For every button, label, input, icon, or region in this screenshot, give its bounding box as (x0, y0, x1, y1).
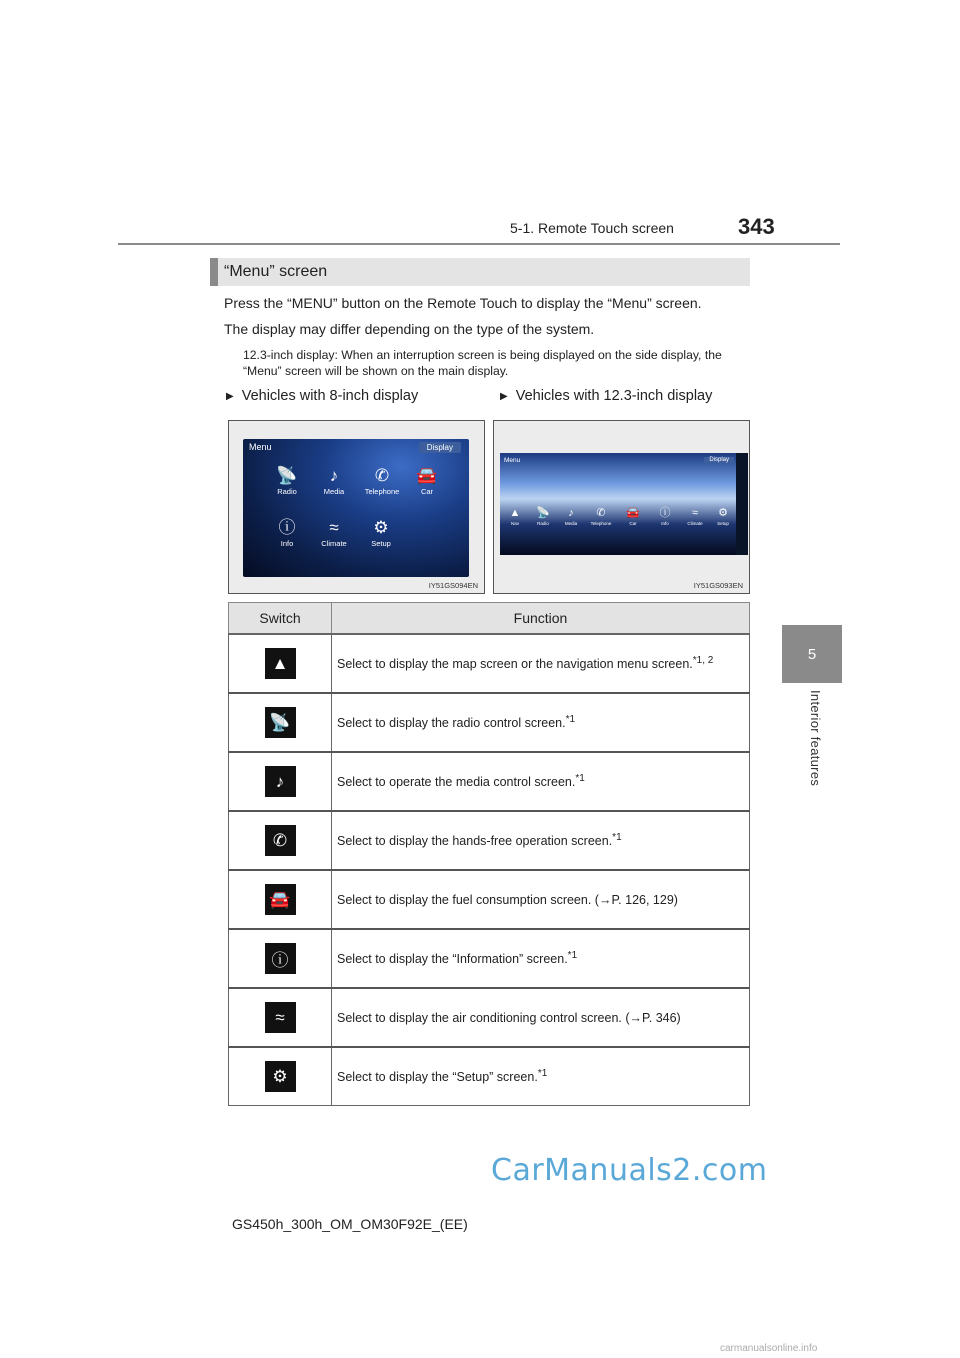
nav-tile: ▲ Nav (504, 505, 526, 526)
radio-tower-icon: 📡 (536, 507, 550, 519)
climate-icon: ≈ (691, 507, 699, 519)
climate-icon: ≈ (329, 518, 339, 537)
climate-tile: ≈ Climate (313, 517, 355, 548)
car-icon: 🚘 (416, 466, 438, 485)
telephone-tile: ✆ Telephone (358, 465, 406, 496)
info-tile: ⓘ Info (269, 517, 305, 548)
table-row (229, 929, 750, 988)
telephone-icon: ✆ (596, 507, 606, 519)
switch-function-table (228, 602, 750, 1106)
setup-tile: ⚙ Setup (712, 505, 734, 526)
footnote-ref: *1 (567, 950, 578, 962)
side-icon-strip (736, 453, 748, 555)
image-code: IY51GS094EN (428, 581, 478, 590)
car-icon: 🚘 (265, 884, 296, 915)
function-text: Select to display the fuel consumption screen. (→P. 126, 129) (337, 893, 678, 908)
image-code: IY51GS093EN (693, 581, 743, 590)
setup-tile: ⚙ Setup (361, 517, 401, 548)
watermark-logo: CarManuals2.com (491, 1153, 768, 1188)
table-row (229, 693, 750, 752)
navigation-icon: ▲ (265, 648, 296, 679)
variant-8inch-label: Vehicles with 8-inch display (241, 388, 419, 404)
variant-12inch (500, 388, 712, 404)
function-text: Select to display the radio control screen. (337, 716, 566, 731)
radio-tile: 📡 Radio (532, 505, 554, 526)
chapter-tab: 5 (782, 625, 842, 683)
footnote-ref: *1 (575, 773, 585, 785)
table-row (229, 752, 750, 811)
telephone-icon: ✆ (265, 825, 296, 856)
chapter-label: Interior features (808, 690, 823, 787)
triangle-bullet-icon: ▶ (226, 391, 234, 402)
setup-icon: ⚙ (718, 507, 728, 519)
variant-8inch (226, 388, 418, 404)
setup-icon: ⚙ (373, 518, 389, 537)
telephone-icon: ✆ (374, 466, 390, 485)
info-icon: ⓘ (659, 507, 671, 519)
climate-tile: ≈ Climate (684, 505, 706, 526)
column-header-function: Function (332, 603, 750, 635)
navigation-icon: ▲ (509, 507, 521, 519)
menu-title: Menu (504, 457, 521, 464)
music-note-icon: ♪ (265, 766, 296, 797)
header-rule (118, 243, 840, 245)
function-text: Select to operate the media control screen. (337, 775, 576, 790)
menu-screen-12inch (500, 453, 748, 555)
music-note-icon: ♪ (329, 466, 339, 485)
media-tile: ♪ Media (560, 505, 582, 526)
car-tile: 🚘 Car (622, 505, 644, 526)
header-section-title: 5-1. Remote Touch screen (510, 220, 674, 236)
footnote-ref: *1 (537, 1068, 548, 1080)
table-row (229, 988, 750, 1047)
car-tile: 🚘 Car (409, 465, 445, 496)
car-icon: 🚘 (626, 507, 640, 519)
radio-tower-icon: 📡 (265, 707, 296, 738)
setup-icon: ⚙ (265, 1061, 296, 1092)
table-row (229, 870, 750, 929)
function-text: Select to display the air conditioning control screen. (→P. 346) (337, 1011, 681, 1026)
footnote-ref: *1, 2 (692, 655, 714, 667)
table-row (229, 811, 750, 870)
screenshot-12inch (493, 420, 750, 594)
menu-title: Menu (249, 442, 272, 452)
function-text: Select to display the hands-free operation screen. (337, 834, 613, 849)
document-code: GS450h_300h_OM_OM30F92E_(EE) (232, 1216, 468, 1232)
function-text: Select to display the “Setup” screen. (337, 1070, 538, 1085)
section-heading: “Menu” screen (210, 258, 750, 286)
telephone-tile: ✆ Telephone (590, 507, 612, 526)
radio-tile: 📡 Radio (269, 465, 305, 496)
display-note-paragraph: The display may differ depending on the type of the system. (224, 321, 595, 337)
watermark-text: carmanualsonline.info (720, 1343, 818, 1354)
footnote-ref: *1 (565, 714, 576, 726)
media-tile: ♪ Media (316, 465, 352, 496)
screenshot-8inch (228, 420, 485, 594)
variant-12inch-label: Vehicles with 12.3-inch display (515, 388, 713, 404)
triangle-bullet-icon: ▶ (500, 391, 508, 402)
function-text: Select to display the “Information” screen. (337, 952, 568, 967)
table-row (229, 1047, 750, 1106)
display-note-detail: 12.3-inch display: When an interruption screen is being displayed on the side display, the “Menu” screen will be shown on the main display. (243, 348, 722, 378)
display-button: Display (704, 457, 734, 463)
climate-icon: ≈ (265, 1002, 296, 1033)
info-tile: ⓘ Info (654, 505, 676, 526)
info-icon: ⓘ (265, 943, 296, 974)
function-text: Select to display the map screen or the navigation menu screen. (337, 657, 693, 672)
display-button: Display (419, 442, 461, 453)
intro-paragraph: Press the “MENU” button on the Remote Touch to display the “Menu” screen. (224, 295, 702, 311)
page-number: 343 (738, 214, 775, 239)
footnote-ref: *1 (612, 832, 622, 844)
music-note-icon: ♪ (568, 507, 574, 519)
menu-screen-8inch (243, 439, 469, 577)
table-row (229, 634, 750, 693)
column-header-switch: Switch (229, 603, 332, 635)
info-icon: ⓘ (278, 518, 296, 537)
radio-tower-icon: 📡 (276, 466, 298, 485)
